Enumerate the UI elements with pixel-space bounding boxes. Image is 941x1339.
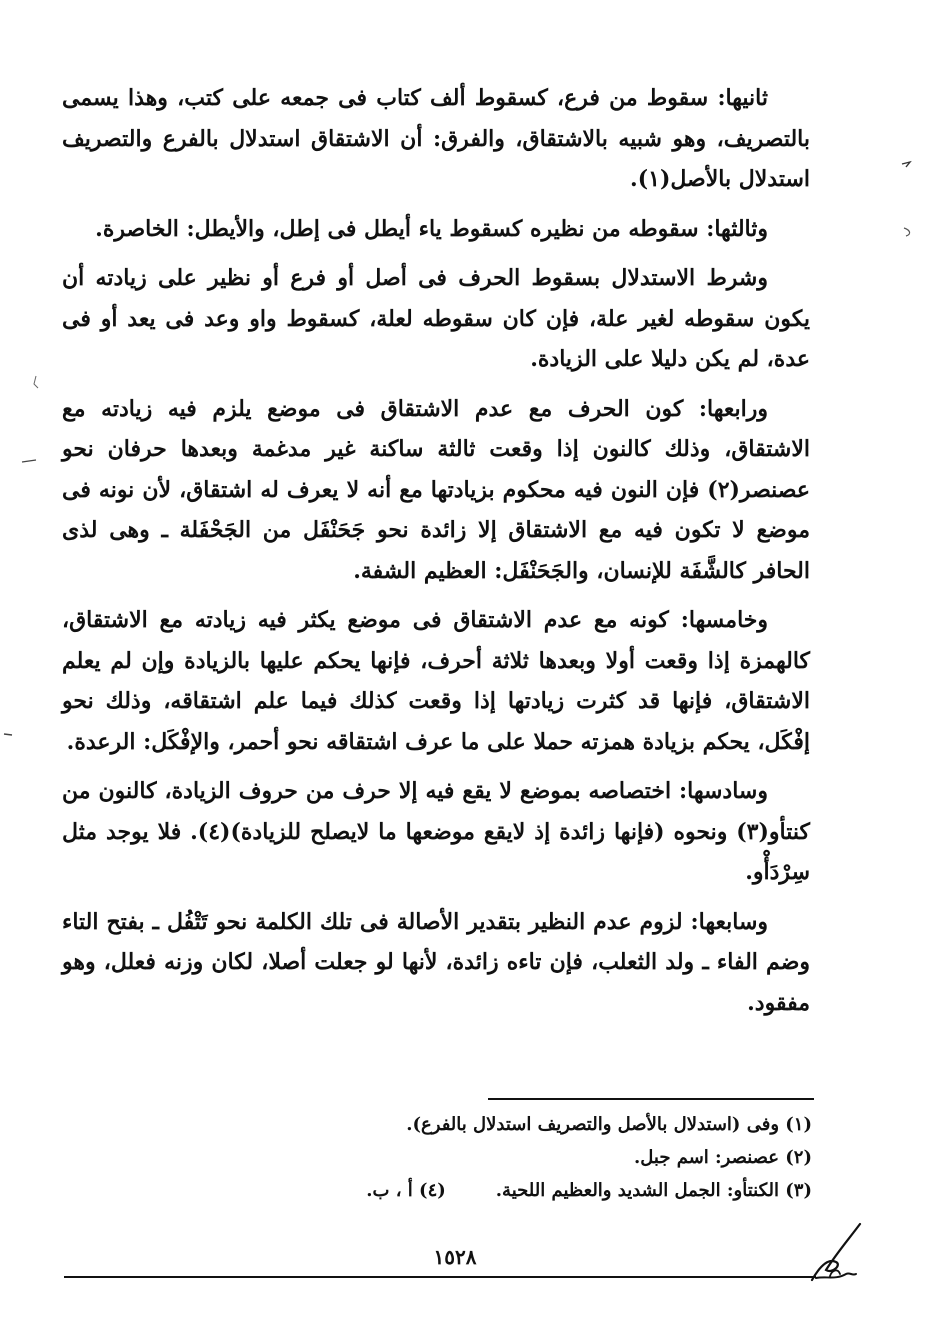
- footnote-3-row: [60, 1174, 812, 1207]
- paragraph-fifth: وخامسها: كونه مع عدم الاشتقاق فى موضع يكثر فيه زيادته مع الاشتقاق، كالهمزة إذا وقعت أولا وبعدها ثلاثة أحرف، فإنها يحكم عليها بالزيادة وإن لم يعلم الاشتقاق، فإنها قد كثرت زيادتها إذا وقعت كذلك فيما علم اشتقاقه، وذلك نحو إفْكَل، يحكم بزيادة همزته حملا على ما عرف اشتقاقه نحو أحمر، والإفْكَل: الرعدة.: [62, 607, 810, 755]
- margin-mark-icon: [900, 222, 924, 246]
- page-number: ١٥٢٨: [433, 1245, 477, 1269]
- paragraph-seventh: وسابعها: لزوم عدم النظير بتقدير الأصالة فى تلك الكلمة نحو تَتْفُل ـ بفتح التاء وضم الفاء ـ ولد الثعلب، فإن تاءه زائدة، لأنها لو جعلت أصلا، لكان وزنه فعلل، وهو مفقود.: [62, 908, 810, 1016]
- paragraph-fourth: ورابعها: كون الحرف مع عدم الاشتقاق فى موضع يلزم فيه زيادته مع الاشتقاق، وذلك كالنون إذا وقعت ثالثة ساكنة غير مدغمة وبعدها حرفان نحو عصنصر(٢) فإن النون فيه محكوم بزيادتها مع أنه لا يعرف له اشتقاق، لأن نونه فى موضع لا تكون فيه مع الاشتقاق إلا زائدة نحو جَحَنْفَل من الجَحْفَلة ـ وهى لذى الحافر كالشَّفَة للإنسان، والجَحَنْفَل: العظيم الشفة.: [62, 395, 810, 584]
- paragraph-condition: وشرط الاستدلال بسقوط الحرف فى أصل أو فرع أو نظير على زيادته أن يكون سقوطه لغير علة، فإن كان سقوطه لعلة، كسقوط واو وعد فى يعد أو فى عدة، لم يكن دليلا على الزيادة.: [62, 265, 810, 372]
- footnote-3: (٣) الكنتأو: الجمل الشديد والعظيم اللحية.: [495, 1180, 812, 1201]
- footnote-divider: [488, 1098, 814, 1100]
- main-text: [62, 78, 810, 1032]
- handwritten-signature-icon: [806, 1218, 866, 1288]
- footnote-2: (٢) عصنصر: اسم جبل.: [633, 1147, 812, 1168]
- bottom-rule: [64, 1276, 816, 1278]
- paragraph-third: وثالثها: سقوطه من نظيره كسقوط ياء أيطل فى إطل، والأيطل: الخاصرة.: [95, 215, 768, 242]
- paragraph-sixth: وسادسها: اختصاصه بموضع لا يقع فيه إلا حرف من حروف الزيادة، كالنون من كنتأو(٣) ونحوه (فإنها زائدة إذ لايقع موضعها ما لايصلح للزيادة)(٤). فلا يوجد مثل سِرْدَأْو.: [62, 778, 810, 885]
- footnotes: [60, 1108, 812, 1207]
- margin-mark-icon: [900, 150, 924, 174]
- paragraph-second: ثانيها: سقوط من فرع، كسقوط ألف كتاب فى جمعه على كتب، وهذا يسمى بالتصريف، وهو شبيه بالاشتقاق، والفرق: أن الاشتقاق استدلال بالفرع والتصريف استدلال بالأصل(١).: [62, 85, 810, 192]
- footnote-4: (٤) أ ، ب.: [366, 1180, 446, 1201]
- margin-mark-icon: [26, 372, 50, 396]
- margin-mark-icon: [2, 722, 26, 746]
- margin-mark-icon: [18, 450, 42, 474]
- footnote-1: (١) وفى (استدلال بالأصل والتصريف استدلال بالفرع).: [406, 1114, 812, 1135]
